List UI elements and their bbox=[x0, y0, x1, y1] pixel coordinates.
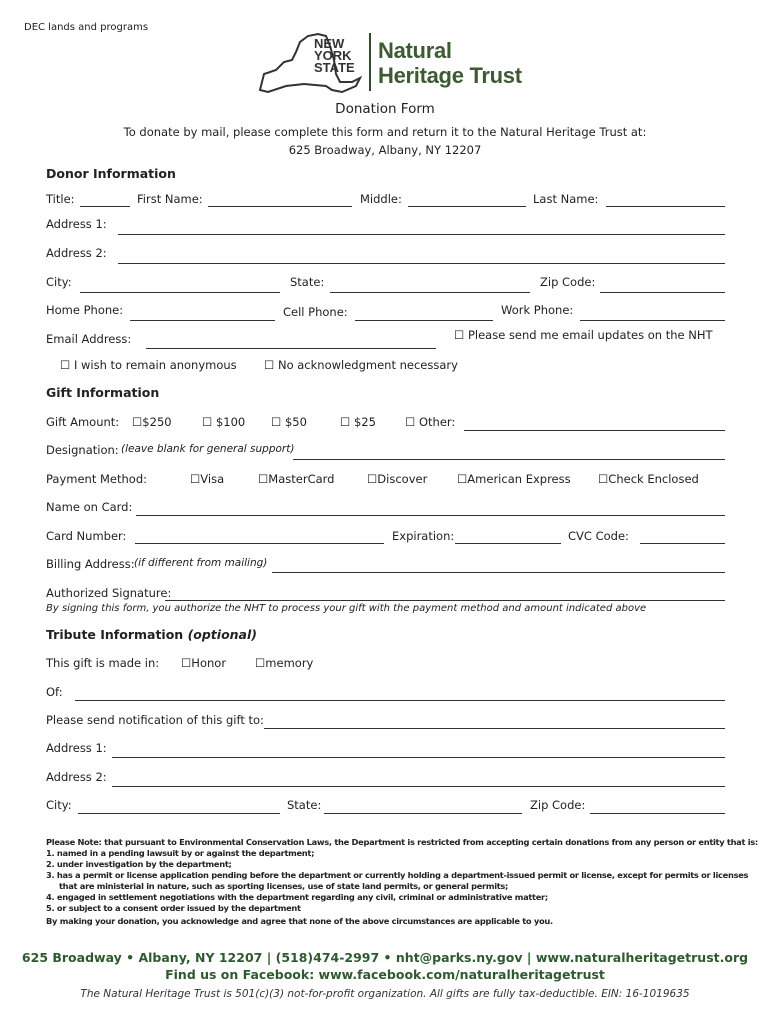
of-label: Of: bbox=[46, 685, 63, 699]
state-label: State: bbox=[290, 275, 325, 289]
last-name-field[interactable] bbox=[606, 206, 725, 207]
cell-phone-label: Cell Phone: bbox=[283, 305, 348, 319]
amount-100-checkbox[interactable]: ☐ $100 bbox=[202, 415, 246, 429]
payment-method-label: Payment Method: bbox=[46, 472, 148, 486]
legal-ack: By making your donation, you acknowledge and agree that none of the above circumstances are applicable to you. bbox=[46, 916, 553, 926]
middle-field[interactable] bbox=[408, 206, 526, 207]
amount-250-checkbox[interactable]: ☐$250 bbox=[132, 415, 172, 429]
amount-25-checkbox[interactable]: ☐ $25 bbox=[340, 415, 376, 429]
expiration-field[interactable] bbox=[455, 543, 561, 544]
tribute-city-label: City: bbox=[46, 798, 72, 812]
tribute-state-label: State: bbox=[287, 798, 322, 812]
designation-hint: (leave blank for general support) bbox=[121, 443, 295, 455]
memory-checkbox[interactable]: ☐memory bbox=[255, 656, 314, 670]
tribute-section-heading: Tribute Information (optional) bbox=[46, 627, 257, 642]
tribute-zip-label: Zip Code: bbox=[530, 798, 586, 812]
footer-tax-note: The Natural Heritage Trust is 501(c)(3) not-for-profit organization. All gifts are fully tax-deductible. EIN: 16-1019635 bbox=[80, 988, 690, 1000]
city-field[interactable] bbox=[80, 292, 280, 293]
form-title: Donation Form bbox=[335, 101, 435, 117]
intro-line-1: To donate by mail, please complete this form and return it to the Natural Heritage Trust at: bbox=[123, 125, 647, 139]
cvc-label: CVC Code: bbox=[568, 529, 629, 543]
card-number-field[interactable] bbox=[135, 543, 384, 544]
signature-note: By signing this form, you authorize the NHT to process your gift with the payment method and amount indicated above bbox=[46, 603, 647, 614]
legal-item: 1. named in a pending lawsuit by or against the department; bbox=[46, 848, 315, 858]
amount-50-checkbox[interactable]: ☐ $50 bbox=[271, 415, 307, 429]
address1-label: Address 1: bbox=[46, 217, 107, 231]
billing-address-label: Billing Address: bbox=[46, 557, 135, 571]
check-enclosed-checkbox[interactable]: ☐Check Enclosed bbox=[598, 472, 699, 486]
city-label: City: bbox=[46, 275, 72, 289]
amount-other-checkbox[interactable]: ☐ Other: bbox=[405, 415, 456, 429]
tribute-city-field[interactable] bbox=[78, 813, 280, 814]
name-on-card-field[interactable] bbox=[136, 515, 725, 516]
work-phone-field[interactable] bbox=[580, 320, 725, 321]
logo-title: Natural Heritage Trust bbox=[378, 38, 522, 88]
email-updates-checkbox[interactable]: ☐ Please send me email updates on the NHT bbox=[454, 328, 713, 342]
tribute-zip-field[interactable] bbox=[590, 813, 725, 814]
first-name-field[interactable] bbox=[208, 206, 352, 207]
dec-lands-link[interactable]: DEC lands and programs bbox=[24, 22, 149, 33]
tribute-address1-label: Address 1: bbox=[46, 741, 107, 755]
legal-item: that are ministerial in nature, such as sporting licenses, use of state land permits, or general permits; bbox=[46, 881, 509, 891]
mastercard-checkbox[interactable]: ☐MasterCard bbox=[258, 472, 335, 486]
gift-amount-label: Gift Amount: bbox=[46, 415, 120, 429]
legal-item: 5. or subject to a consent order issued by the department bbox=[46, 903, 301, 913]
discover-checkbox[interactable]: ☐Discover bbox=[367, 472, 428, 486]
made-in-label: This gift is made in: bbox=[46, 656, 160, 670]
card-number-label: Card Number: bbox=[46, 529, 127, 543]
signature-field[interactable] bbox=[165, 600, 725, 601]
anonymous-checkbox[interactable]: ☐ I wish to remain anonymous bbox=[60, 358, 237, 372]
tribute-state-field[interactable] bbox=[324, 813, 522, 814]
logo-divider bbox=[369, 33, 371, 91]
honor-checkbox[interactable]: ☐Honor bbox=[181, 656, 227, 670]
notify-field[interactable] bbox=[264, 728, 725, 729]
billing-address-field[interactable] bbox=[272, 572, 725, 573]
email-field[interactable] bbox=[146, 348, 436, 349]
gift-section-heading: Gift Information bbox=[46, 385, 160, 400]
name-on-card-label: Name on Card: bbox=[46, 500, 133, 514]
legal-item: 3. has a permit or license application pending before the department or currently holding a department-issued permit or license, except for permits or licenses bbox=[46, 870, 749, 880]
tribute-address2-field[interactable] bbox=[112, 786, 725, 787]
legal-item: 2. under investigation by the department; bbox=[46, 859, 232, 869]
of-field[interactable] bbox=[75, 700, 725, 701]
logo-state-text: NEW YORK STATE bbox=[314, 36, 355, 75]
expiration-label: Expiration: bbox=[392, 529, 455, 543]
cell-phone-field[interactable] bbox=[355, 320, 493, 321]
footer-facebook[interactable]: Find us on Facebook: www.facebook.com/naturalheritagetrust bbox=[165, 967, 605, 982]
cvc-field[interactable] bbox=[640, 543, 725, 544]
state-field[interactable] bbox=[330, 292, 530, 293]
footer-contact: 625 Broadway • Albany, NY 12207 | (518)474-2997 • nht@parks.ny.gov | www.naturalheritagetrust.org bbox=[21, 950, 749, 965]
signature-label: Authorized Signature: bbox=[46, 586, 172, 600]
no-ack-checkbox[interactable]: ☐ No acknowledgment necessary bbox=[264, 358, 458, 372]
email-label: Email Address: bbox=[46, 332, 132, 346]
other-amount-field[interactable] bbox=[464, 430, 725, 431]
legal-intro: Please Note: that pursuant to Environmental Conservation Laws, the Department is restricted from accepting certain donations from any person or entity that is: bbox=[46, 837, 758, 847]
visa-checkbox[interactable]: ☐Visa bbox=[190, 472, 225, 486]
home-phone-field[interactable] bbox=[130, 320, 275, 321]
intro-line-2: 625 Broadway, Albany, NY 12207 bbox=[288, 143, 482, 157]
notify-label: Please send notification of this gift to: bbox=[46, 713, 264, 727]
designation-field[interactable] bbox=[293, 459, 725, 460]
first-name-label: First Name: bbox=[137, 192, 203, 206]
address1-field[interactable] bbox=[118, 234, 725, 235]
home-phone-label: Home Phone: bbox=[46, 303, 124, 317]
tribute-address1-field[interactable] bbox=[112, 757, 725, 758]
tribute-address2-label: Address 2: bbox=[46, 770, 107, 784]
billing-hint: (if different from mailing) bbox=[134, 557, 268, 569]
title-label: Title: bbox=[46, 192, 75, 206]
zip-field[interactable] bbox=[600, 292, 725, 293]
legal-item: 4. engaged in settlement negotiations with the department regarding any civil, criminal or administrative matter; bbox=[46, 892, 548, 902]
address2-field[interactable] bbox=[118, 263, 725, 264]
last-name-label: Last Name: bbox=[533, 192, 599, 206]
donor-section-heading: Donor Information bbox=[46, 166, 176, 181]
designation-label: Designation: bbox=[46, 443, 119, 457]
zip-label: Zip Code: bbox=[540, 275, 596, 289]
amex-checkbox[interactable]: ☐American Express bbox=[457, 472, 571, 486]
middle-label: Middle: bbox=[360, 192, 402, 206]
tribute-optional: (optional) bbox=[187, 627, 257, 642]
title-field[interactable] bbox=[80, 206, 130, 207]
work-phone-label: Work Phone: bbox=[501, 303, 574, 317]
address2-label: Address 2: bbox=[46, 246, 107, 260]
